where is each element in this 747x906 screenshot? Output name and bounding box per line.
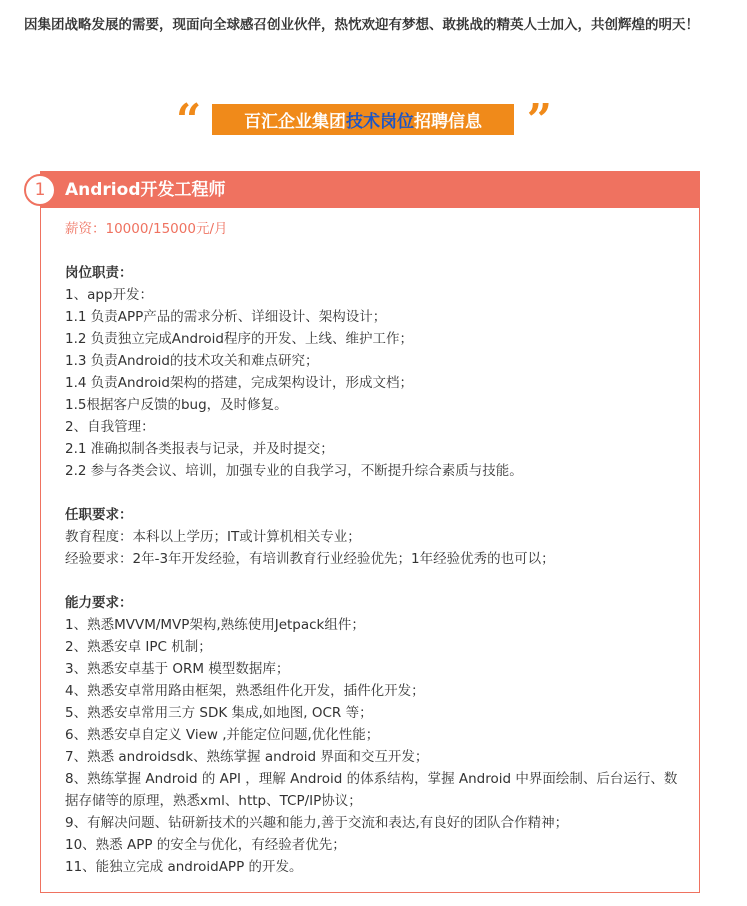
list-item: 10、熟悉 APP 的安全与优化，有经验者优先； xyxy=(65,837,346,853)
job-card xyxy=(40,171,700,893)
list-item: 2、自我管理： xyxy=(65,419,155,435)
abilities-title: 能力要求： xyxy=(65,595,133,611)
list-item: 1、熟悉MVVM/MVP架构,熟练使用Jetpack组件； xyxy=(65,617,365,633)
banner-title xyxy=(212,104,514,135)
list-item: 1.3 负责Android的技术攻关和难点研究； xyxy=(65,353,319,369)
job-card-body xyxy=(65,218,685,878)
open-quote-icon: “ xyxy=(176,95,202,146)
abilities-list xyxy=(65,614,685,878)
duties-title: 岗位职责： xyxy=(65,265,133,281)
requirements-title: 任职要求： xyxy=(65,507,133,523)
list-item: 6、熟悉安卓自定义 View ,并能定位问题,优化性能； xyxy=(65,727,380,743)
close-quote-icon: ” xyxy=(526,95,552,146)
banner-title-highlight: 技术岗位 xyxy=(346,112,414,132)
list-item: 教育程度：本科以上学历；IT或计算机相关专业； xyxy=(65,529,361,545)
list-item: 7、熟悉 androidsdk、熟练掌握 android 界面和交互开发； xyxy=(65,749,429,765)
banner-title-part1: 百汇企业集团 xyxy=(244,112,346,132)
list-item: 1.1 负责APP产品的需求分析、详细设计、架构设计； xyxy=(65,309,387,325)
requirements-list xyxy=(65,526,685,570)
banner-title-part2: 招聘信息 xyxy=(414,112,482,132)
list-item: 1.5根据客户反馈的bug，及时修复。 xyxy=(65,397,288,413)
list-item: 3、熟悉安卓基于 ORM 模型数据库； xyxy=(65,661,290,677)
job-title: Andriod开发工程师 xyxy=(65,180,226,200)
job-number-badge: 1 xyxy=(24,174,56,206)
list-item: 经验要求：2年-3年开发经验，有培训教育行业经验优先；1年经验优秀的也可以； xyxy=(65,551,555,567)
list-item: 2.1 准确拟制各类报表与记录，并及时提交； xyxy=(65,441,334,457)
recruitment-banner xyxy=(176,95,552,146)
list-item: 2.2 参与各类会议、培训，加强专业的自我学习，不断提升综合素质与技能。 xyxy=(65,463,523,479)
job-card-header xyxy=(41,172,699,208)
list-item: 8、熟练掌握 Android 的 API ，理解 Android 的体系结构，掌握 Android 中界面绘制、后台运行、数据存储等的原理，熟悉xml、http、TCP/IP协议； xyxy=(65,771,678,809)
list-item: 9、有解决问题、钻研新技术的兴趣和能力,善于交流和表达,有良好的团队合作精神； xyxy=(65,815,569,831)
duties-list xyxy=(65,284,685,482)
list-item: 1.2 负责独立完成Android程序的开发、上线、维护工作； xyxy=(65,331,413,347)
salary-text: 薪资：10000/15000元/月 xyxy=(65,221,228,237)
list-item: 2、熟悉安卓 IPC 机制； xyxy=(65,639,212,655)
list-item: 1.4 负责Android架构的搭建，完成架构设计，形成文档； xyxy=(65,375,413,391)
list-item: 1、app开发： xyxy=(65,287,154,303)
list-item: 4、熟悉安卓常用路由框架，熟悉组件化开发，插件化开发； xyxy=(65,683,425,699)
intro-paragraph: 因集团战略发展的需要，现面向全球感召创业伙伴，热忱欢迎有梦想、敢挑战的精英人士加入，共创辉煌的明天！ xyxy=(24,17,699,33)
list-item: 5、熟悉安卓常用三方 SDK 集成,如地图, OCR 等； xyxy=(65,705,373,721)
list-item: 11、能独立完成 androidAPP 的开发。 xyxy=(65,859,303,875)
